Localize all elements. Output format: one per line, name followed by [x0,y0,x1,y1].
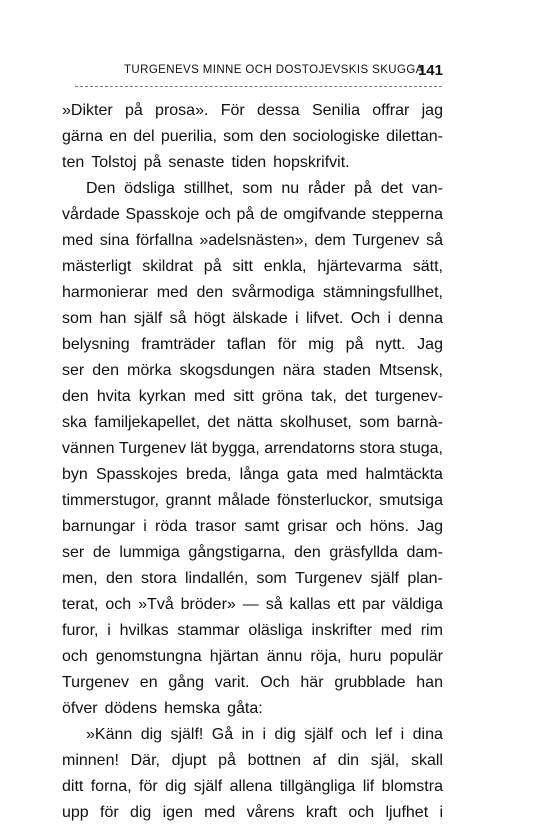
word: stillhet, [183,180,234,197]
word: älskade [232,310,288,327]
word: lif [362,778,375,795]
word: halmtäckta [365,466,443,483]
word: nära [282,362,315,379]
word: sociologiske [292,128,380,145]
word: stepperna [371,206,443,223]
word: stuga, [399,440,443,457]
word: och [341,726,367,743]
text-line [62,644,443,670]
word: forna, [90,778,132,795]
word: själf [304,726,333,743]
word: den [294,544,321,561]
text-line [62,332,443,358]
word: stora [359,440,395,457]
word: och [348,804,375,821]
word: ten [62,154,85,171]
word: stora [141,570,177,587]
word: tiden [231,154,267,171]
word: gräsfyllda [329,544,398,561]
word: dig [165,778,187,795]
word: lindallén, [184,570,249,587]
word: Senilia [311,102,360,119]
word: gata [286,466,319,483]
word: som [359,414,390,431]
word: själf [193,778,223,795]
word: de [92,544,111,561]
word: grubblade [334,674,406,691]
word: van- [411,180,443,197]
word: samt [244,518,280,535]
word: djupt [171,752,207,769]
word: och [105,596,132,613]
word: Och [350,310,381,327]
word: stämningsfullhet, [322,284,443,301]
text-line [62,280,443,306]
word: i [400,726,405,743]
word: själf [133,310,163,327]
word: i [295,310,299,327]
word: tak, [310,388,337,405]
word: den [105,570,133,587]
word: barnungar [62,518,135,535]
word: Turgenev [118,440,186,457]
word: så [169,310,187,327]
word: i [439,804,443,821]
word: nu [281,180,300,197]
word: timmerstugor, [62,492,159,509]
text-line [62,254,443,280]
word: på [345,336,364,353]
word: den [92,362,119,379]
word: han [416,674,443,691]
word: med [380,622,412,639]
word: ännu [266,648,303,665]
word: in [241,726,255,743]
word: förfallna [135,232,193,249]
text-line [62,202,443,228]
word: och [62,648,88,665]
word: med [156,284,188,301]
word: hjärtevarma [317,258,402,275]
word: ska [62,414,87,431]
text-line [62,722,443,748]
word: ser [62,544,85,561]
word: den [62,388,89,405]
word: plan- [407,570,443,587]
word: röja, [310,648,342,665]
word: Tolstoj [91,154,137,171]
word: puerilia, [160,128,217,145]
word: ödsliga [124,180,175,197]
word: dilettan- [386,128,443,145]
word: igen [162,804,193,821]
word: sätt, [412,258,443,275]
word: med [204,804,236,821]
word: dam- [406,544,443,561]
text-line [62,228,443,254]
text-line [62,358,443,384]
word: ljufhet [385,804,429,821]
word: af [312,752,327,769]
word: »adelsnästen», [199,232,308,249]
word: med [62,232,94,249]
running-head [75,62,443,82]
text-line [62,306,443,332]
word: »Dikter [62,102,113,119]
word: För [220,102,245,119]
word: varit. [214,674,250,691]
word: populär [389,648,443,665]
word: själ, [370,752,400,769]
word: hvita [96,388,131,405]
word: allena [229,778,273,795]
word: svårmodiga [231,284,315,301]
word: barnà- [396,414,443,431]
text-line [62,124,443,150]
word: hjärtan [209,648,259,665]
word: Och [260,674,290,691]
word: den [259,128,287,145]
word: hemska [164,700,221,717]
text-line [62,618,443,644]
text-line [62,98,443,124]
text-line [62,540,443,566]
word: enkla, [263,258,307,275]
word: väldiga [392,596,443,613]
word: i [387,310,392,327]
word: gåta: [227,700,263,717]
word: oläsliga [248,622,303,639]
word: dem [314,232,346,249]
word: par [362,596,386,613]
word: Jag [417,336,443,353]
word: öfver [62,700,98,717]
word: staden [322,362,371,379]
word: mig [308,336,334,353]
word: med [326,466,358,483]
word: det [344,388,368,405]
word: för [277,336,297,353]
word: på [124,102,143,119]
page-number: 141 [417,62,443,79]
word: på [354,180,372,197]
word: »Känn [86,726,133,743]
word: belysning [62,336,130,353]
word: dessa [256,102,300,119]
word: höns. [369,518,409,535]
word: dig [140,726,163,743]
word: bygga, [211,440,260,457]
word: lef [375,726,393,743]
word: och [335,518,362,535]
word: de [259,206,278,223]
word: inskrifter [311,622,372,639]
word: lät [190,440,208,457]
text-line [62,748,443,774]
word: del [133,128,155,145]
word: upp [62,804,89,821]
word: Turgenev [352,232,420,249]
word: — [242,596,259,613]
word: turgenev- [375,388,443,405]
word: nytt. [375,336,406,353]
word: dina [412,726,443,743]
word: arrendatorns [264,440,355,457]
word: som [62,310,93,327]
word: en [139,674,158,691]
word: på [203,258,222,275]
word: långa [239,466,279,483]
word: tillgängliga [279,778,356,795]
word: dig [129,804,152,821]
word: hvilkas [119,622,169,639]
body-text [62,98,443,826]
text-line [62,800,443,826]
word: men, [62,570,98,587]
text-line [62,176,443,202]
word: med [194,388,226,405]
word: i [262,726,266,743]
word: huru [349,648,382,665]
word: skildrat [142,258,193,275]
word: lifvet. [306,310,344,327]
text-line [62,410,443,436]
word: Spasskoje [125,206,200,223]
word: din [337,752,360,769]
word: denna [398,310,443,327]
word: kyrkan [138,388,186,405]
word: sitt [233,388,254,405]
word: den [196,284,224,301]
word: kraft [305,804,338,821]
word: dödens [104,700,158,717]
word: kallas [289,596,331,613]
text-line [62,462,443,488]
word: fönsterluckor, [277,492,373,509]
word: ser [62,362,85,379]
word: gröna [261,388,303,405]
word: offrar [372,102,410,119]
word: breda, [186,466,232,483]
word: familjekapellet, [94,414,201,431]
word: vännen [62,440,115,457]
text-line [62,592,443,618]
word: terat, [62,596,99,613]
word: som [242,180,273,197]
word: det [207,414,230,431]
header-rule [75,86,442,87]
word: taflan [226,336,267,353]
word: han [99,310,127,327]
word: så [426,232,443,249]
word: Spasskojes [95,466,178,483]
text-line [62,436,443,462]
word: Mtsensk, [378,362,443,379]
word: blomstra [381,778,443,795]
word: själf! [170,726,204,743]
word: på [236,206,255,223]
word: byn [62,466,88,483]
word: lummiga [119,544,180,561]
running-title: TURGENEVS MINNE OCH DOSTOJEVSKIS SKUGGA [124,64,424,76]
word: här [300,674,324,691]
word: genomstungna [95,648,202,665]
word: så [265,596,283,613]
word: som [256,570,287,587]
word: skolhuset, [279,414,352,431]
word: gångstigarna, [188,544,286,561]
word: framträder [141,336,216,353]
word: harmonierar [62,284,149,301]
word: skogsdungen [179,362,275,379]
word: i [143,518,147,535]
word: dig [274,726,296,743]
word: råder [307,180,346,197]
word: mästerligt [62,258,132,275]
word: högt [193,310,226,327]
word: grannt [165,492,212,509]
word: för [100,804,119,821]
word: sina [99,232,130,249]
word: och [205,206,231,223]
word: bottnen [247,752,301,769]
word: hopskrifvit. [273,154,350,171]
word: minnen! [62,752,119,769]
word: omgifvande [283,206,367,223]
text-line [62,566,443,592]
word: på [143,154,162,171]
word: målade [217,492,271,509]
word: på [218,752,236,769]
word: Jag [417,518,443,535]
word: Turgenev [295,570,363,587]
text-line [62,150,443,176]
word: smutsiga [378,492,443,509]
word: grisar [287,518,328,535]
word: rim [420,622,443,639]
word: trasor [195,518,237,535]
word: ditt [62,778,84,795]
word: prosa». [155,102,209,119]
word: en [109,128,127,145]
word: senaste [168,154,225,171]
text-line [62,670,443,696]
word: Där, [130,752,160,769]
word: jag [421,102,443,119]
word: ett [337,596,356,613]
word: furor, [62,622,99,639]
text-line [62,488,443,514]
word: själf [370,570,399,587]
word: gärna [62,128,103,145]
word: vårens [246,804,295,821]
text-line [62,696,443,722]
word: gång [168,674,204,691]
word: vårdade [62,206,120,223]
word: röda [155,518,188,535]
word: som [223,128,254,145]
word: sitt [232,258,253,275]
word: Gå [211,726,234,743]
word: »Två [138,596,174,613]
word: i [107,622,111,639]
text-line [62,514,443,540]
word: skall [410,752,443,769]
text-line [62,774,443,800]
word: för [139,778,158,795]
word: Den [86,180,116,197]
word: Turgenev [62,674,129,691]
word: stammar [177,622,240,639]
word: mörka [127,362,172,379]
word: nätta [236,414,273,431]
word: det [380,180,403,197]
text-line [62,384,443,410]
word: bröder» [180,596,236,613]
